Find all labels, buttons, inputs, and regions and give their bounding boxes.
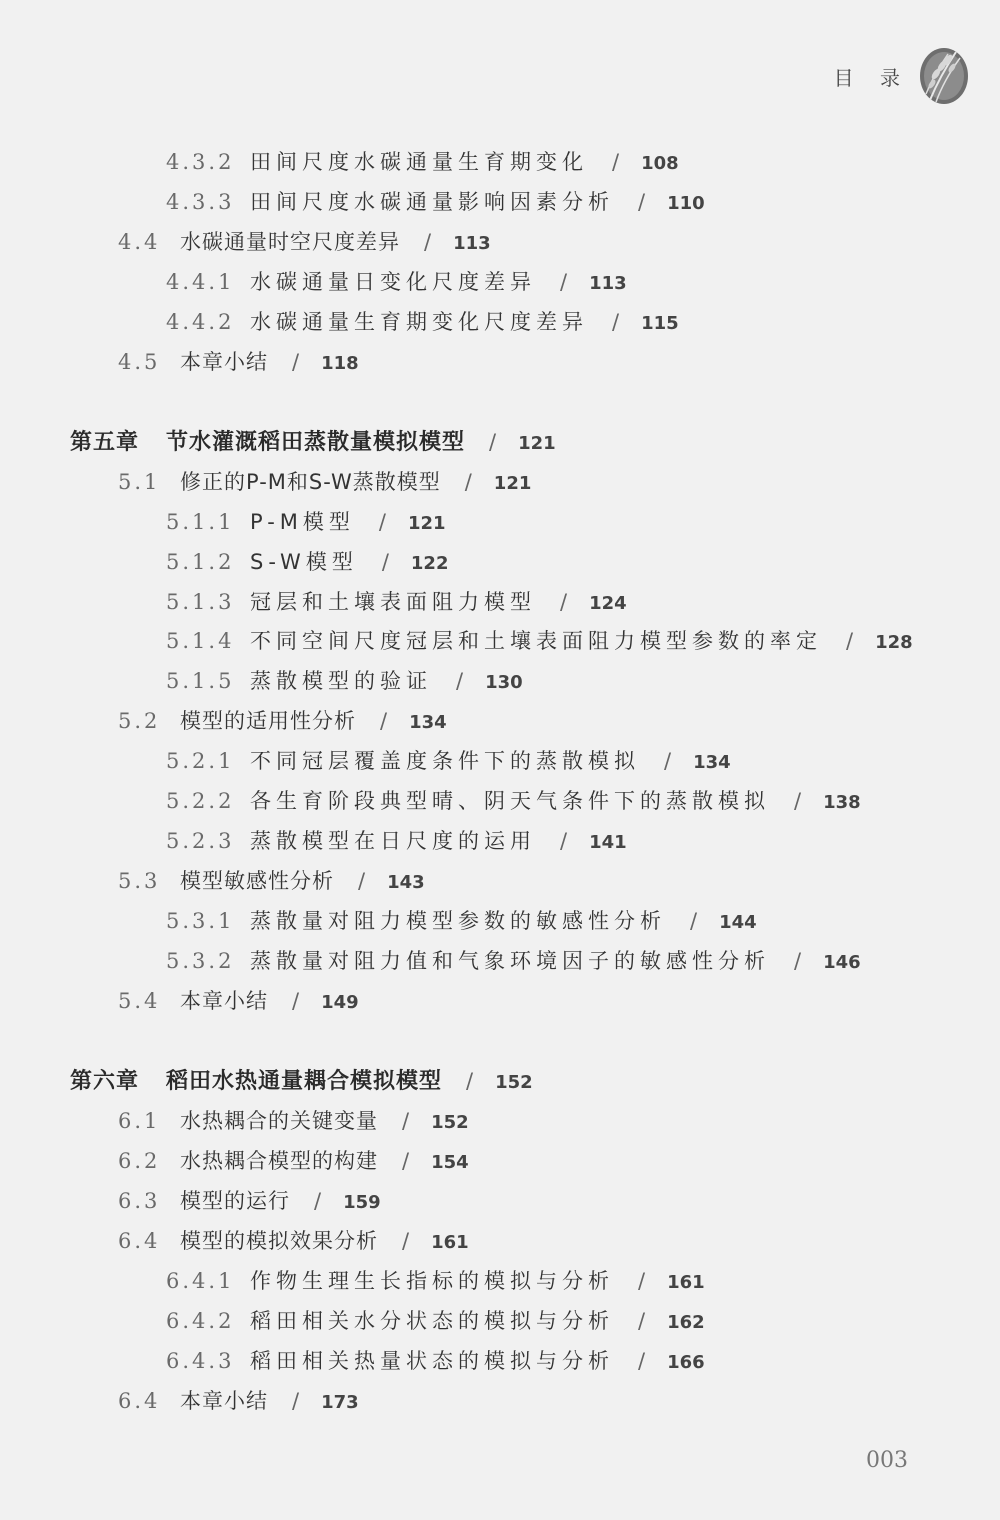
wheat-logo-icon [916, 44, 970, 108]
toc-entry-page: 110 [667, 193, 705, 214]
toc-entry-number: 5.3.1 [166, 909, 235, 933]
toc-separator: / [794, 949, 802, 973]
toc-entry-title: 各生育阶段典型晴、阴天气条件下的蒸散模拟 [250, 789, 770, 813]
toc-entry [166, 627, 913, 657]
toc-separator: / [612, 310, 620, 334]
toc-entry-page: 166 [667, 1352, 705, 1373]
toc-entry-number: 5.3 [118, 869, 161, 893]
toc-entry-page: 130 [485, 672, 523, 693]
toc-separator: / [292, 350, 300, 374]
toc-separator: / [638, 1349, 646, 1373]
toc-entry-page: 121 [407, 513, 446, 534]
toc-entry [166, 188, 705, 218]
toc-entry-page: 121 [518, 433, 556, 454]
toc-entry-title: 水碳通量日变化尺度差异 [250, 270, 536, 294]
toc-separator: / [560, 270, 568, 294]
toc-entry-page: 152 [431, 1112, 469, 1133]
toc-entry [118, 707, 447, 737]
toc-entry [166, 308, 679, 338]
toc-entry-number: 4.4.2 [166, 310, 235, 334]
toc-entry-number: 第六章 [70, 1069, 140, 1094]
toc-entry-page: 149 [321, 992, 359, 1013]
toc-entry-number: 5.1.1 [166, 510, 235, 534]
header-title: 目 录 [833, 65, 910, 90]
toc-entry-number: 5.2.3 [166, 829, 235, 853]
toc-entry-page: 173 [321, 1392, 359, 1413]
toc-separator: / [292, 1389, 300, 1413]
toc-separator: / [402, 1109, 410, 1133]
toc-separator: / [358, 869, 366, 893]
toc-entry-title: 水热耦合模型的构建 [180, 1149, 378, 1173]
toc-entry [166, 148, 679, 178]
toc-entry-title: S-W模型 [250, 550, 358, 574]
toc-separator: / [292, 989, 300, 1013]
toc-entry [118, 468, 531, 498]
toc-entry [166, 667, 523, 697]
toc-entry-title: 稻田相关水分状态的模拟与分析 [250, 1309, 614, 1333]
toc-entry-title: 本章小结 [180, 989, 268, 1013]
toc-entry-title: 模型的模拟效果分析 [180, 1229, 378, 1253]
toc-entry [166, 1307, 705, 1337]
toc-entry-title: 田间尺度水碳通量影响因素分析 [250, 190, 614, 214]
toc-entry [118, 1187, 381, 1217]
toc-separator: / [456, 669, 464, 693]
toc-entry-page: 138 [823, 792, 861, 813]
toc-entry-title: 节水灌溉稻田蒸散量模拟模型 [166, 430, 466, 455]
toc-chapter [70, 428, 556, 458]
toc-entry [166, 1267, 705, 1297]
toc-separator: / [638, 1269, 646, 1293]
toc-entry-number: 4.4.1 [166, 270, 235, 294]
toc-entry-number: 5.1 [118, 470, 161, 494]
toc-separator: / [489, 430, 497, 454]
toc-entry-number: 4.3.3 [166, 190, 235, 214]
toc-entry-number: 5.2 [118, 709, 161, 733]
toc-entry [166, 588, 627, 618]
toc-entry-title: 蒸散模型在日尺度的运用 [250, 829, 536, 853]
toc-entry-number: 6.3 [118, 1189, 161, 1213]
toc-entry [166, 747, 731, 777]
toc-entry-number: 5.4 [118, 989, 161, 1013]
toc-separator: / [794, 789, 802, 813]
toc-entry-page: 134 [409, 712, 447, 733]
toc-entry [118, 1107, 469, 1137]
toc-separator: / [466, 1069, 474, 1093]
toc-entry [166, 907, 757, 937]
toc-entry-title: P-M模型 [250, 510, 355, 534]
toc-entry-title: 田间尺度水碳通量生育期变化 [250, 150, 588, 174]
toc-separator: / [464, 470, 472, 494]
toc-separator: / [381, 550, 389, 574]
toc-entry [118, 1147, 469, 1177]
toc-entry-number: 5.1.2 [166, 550, 235, 574]
toc-separator: / [664, 749, 672, 773]
toc-entry-title: 稻田相关热量状态的模拟与分析 [250, 1349, 614, 1373]
toc-separator: / [378, 510, 386, 534]
toc-separator: / [690, 909, 698, 933]
toc-entry-page: 113 [453, 233, 491, 254]
toc-entry-number: 6.4 [118, 1229, 161, 1253]
toc-entry-page: 161 [667, 1272, 705, 1293]
toc-separator: / [638, 190, 646, 214]
toc-separator: / [846, 629, 854, 653]
toc-separator: / [424, 230, 432, 254]
toc-entry-page: 118 [321, 353, 359, 374]
toc-entry-title: 蒸散模型的验证 [250, 669, 432, 693]
toc-entry-page: 154 [431, 1152, 469, 1173]
toc-separator: / [612, 150, 620, 174]
toc-entry-title: 冠层和土壤表面阻力模型 [250, 590, 536, 614]
toc-entry-page: 161 [431, 1232, 469, 1253]
toc-separator: / [560, 829, 568, 853]
toc-entry-page: 146 [823, 952, 861, 973]
toc-entry-title: 水热耦合的关键变量 [180, 1109, 378, 1133]
toc-entry-title: 本章小结 [180, 1389, 268, 1413]
toc-entry [166, 508, 446, 538]
toc-entry-number: 6.4.1 [166, 1269, 235, 1293]
page-number: 003 [866, 1448, 908, 1473]
toc-entry-page: 115 [641, 313, 679, 334]
toc-entry-title: 本章小结 [180, 350, 268, 374]
toc-entry-title: 水碳通量时空尺度差异 [180, 230, 400, 254]
toc-entry-number: 4.4 [118, 230, 161, 254]
toc-separator: / [560, 590, 568, 614]
toc-entry-number: 5.2.1 [166, 749, 235, 773]
toc-entry [118, 228, 491, 258]
toc-entry-page: 143 [387, 872, 425, 893]
toc-entry-number: 5.2.2 [166, 789, 235, 813]
toc-entry [118, 348, 359, 378]
toc-entry-title: 模型的运行 [180, 1189, 290, 1213]
toc-entry-page: 141 [589, 832, 627, 853]
toc-entry-number: 5.1.4 [166, 629, 235, 653]
toc-entry-title: 蒸散量对阻力模型参数的敏感性分析 [250, 909, 666, 933]
toc-entry-title: 修正的P-M和S-W蒸散模型 [180, 470, 441, 494]
toc-entry-title: 模型的适用性分析 [180, 709, 356, 733]
toc-entry-number: 6.4.3 [166, 1349, 235, 1373]
toc-entry-page: 159 [343, 1192, 381, 1213]
toc-separator: / [380, 709, 388, 733]
toc-entry-title: 作物生理生长指标的模拟与分析 [250, 1269, 614, 1293]
toc-entry-number: 6.4.2 [166, 1309, 235, 1333]
toc-chapter [70, 1067, 533, 1097]
toc-entry-title: 模型敏感性分析 [180, 869, 334, 893]
toc-entry-number: 6.2 [118, 1149, 161, 1173]
toc-separator: / [638, 1309, 646, 1333]
toc-entry-page: 162 [667, 1312, 705, 1333]
toc-entry [166, 827, 627, 857]
toc-entry-page: 144 [719, 912, 757, 933]
toc-entry-number: 4.5 [118, 350, 161, 374]
toc-entry [166, 1347, 705, 1377]
toc-separator: / [314, 1189, 322, 1213]
toc-separator: / [402, 1149, 410, 1173]
toc-entry-title: 水碳通量生育期变化尺度差异 [250, 310, 588, 334]
toc-entry [118, 867, 425, 897]
toc-entry-title: 不同冠层覆盖度条件下的蒸散模拟 [250, 749, 640, 773]
toc-entry-number: 6.1 [118, 1109, 161, 1133]
toc-entry-title: 稻田水热通量耦合模拟模型 [166, 1069, 443, 1094]
toc-entry [118, 1387, 359, 1417]
running-header [834, 44, 970, 108]
toc-entry-number: 5.3.2 [166, 949, 235, 973]
toc-entry-number: 6.4 [118, 1389, 161, 1413]
toc-entry-page: 134 [693, 752, 731, 773]
toc-entry [166, 947, 861, 977]
toc-entry-page: 113 [589, 273, 627, 294]
toc-entry-number: 5.1.3 [166, 590, 235, 614]
toc-entry [118, 987, 359, 1017]
toc-entry-page: 124 [589, 593, 627, 614]
toc-entry-page: 152 [495, 1072, 533, 1093]
toc-entry-page: 122 [410, 553, 449, 574]
toc-entry-title: 蒸散量对阻力值和气象环境因子的敏感性分析 [250, 949, 770, 973]
toc-entry-number: 5.1.5 [166, 669, 235, 693]
toc-entry [166, 787, 861, 817]
toc-entry [166, 268, 627, 298]
toc-entry-title: 不同空间尺度冠层和土壤表面阻力模型参数的率定 [250, 629, 822, 653]
toc-entry [166, 548, 448, 578]
toc-entry-number: 4.3.2 [166, 150, 235, 174]
toc-entry-page: 121 [493, 473, 532, 494]
toc-separator: / [402, 1229, 410, 1253]
toc-entry [118, 1227, 469, 1257]
toc-entry-page: 128 [875, 632, 913, 653]
toc-entry-page: 108 [641, 153, 679, 174]
toc-entry-number: 第五章 [70, 430, 140, 455]
